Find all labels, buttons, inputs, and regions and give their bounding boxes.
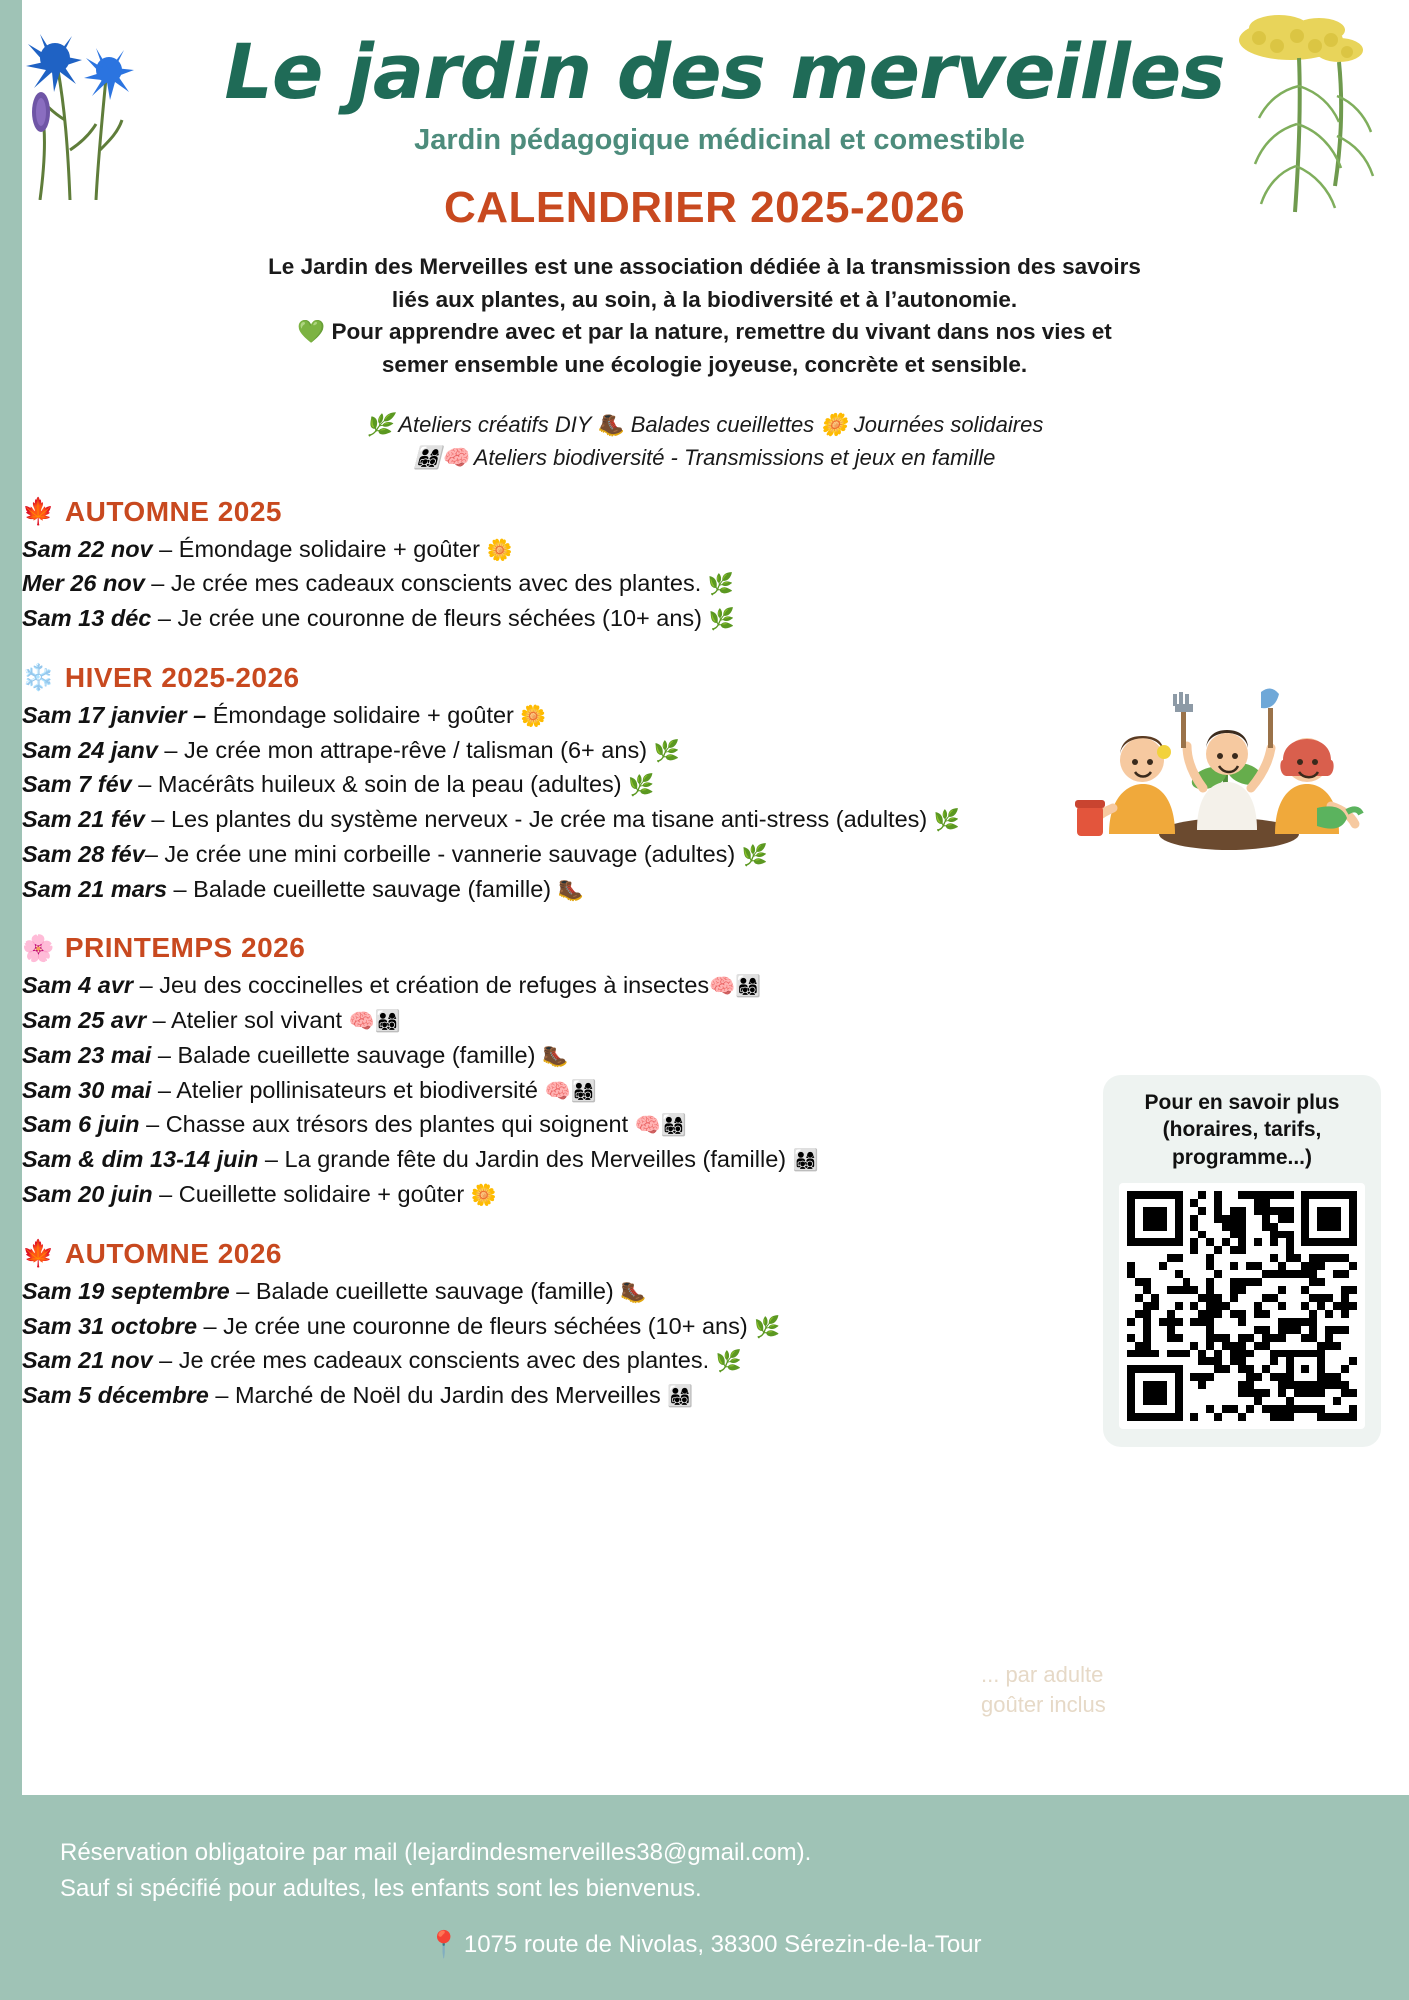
event-emoji-icon: 🧠👨‍👩‍👧‍👦 (348, 1010, 401, 1034)
event-date: Sam 20 juin (22, 1180, 153, 1207)
event-text: Émondage solidaire + goûter (178, 535, 487, 562)
season-heading (22, 496, 1342, 528)
event-emoji-icon: 🌿 (628, 774, 655, 798)
event-date: Sam 7 fév (22, 771, 132, 798)
event-emoji-icon: 🌼 (470, 1183, 497, 1207)
event-date: Sam 22 nov (22, 535, 153, 562)
event-text: Je crée une mini corbeille - vannerie sauvage (adultes) (164, 840, 742, 867)
event-emoji-icon: 🧠👨‍👩‍👧‍👦 (634, 1114, 687, 1138)
event-emoji-icon: 🌿 (653, 739, 680, 763)
maple-leaf-icon: 🍁 (22, 496, 55, 526)
faint-note-line-1: ... par adulte (981, 1662, 1104, 1687)
page-title: CALENDRIER 2025-2026 (443, 183, 966, 232)
intro-paragraph (52, 251, 1357, 382)
event-sep: – (197, 1312, 224, 1339)
event-text: Je crée mon attrape-rêve / talisman (6+ ans) (184, 736, 654, 763)
event-date: Sam 13 déc (22, 605, 152, 632)
qr-title-line-1: Pour en savoir plus (1144, 1091, 1340, 1114)
event-text: Les plantes du système nerveux - Je crée ma tisane anti-stress (adultes) (170, 806, 934, 833)
event-sep: – (152, 1347, 179, 1374)
event-sep: – (131, 771, 158, 798)
event-text: Balade cueillette sauvage (famille) (177, 1041, 542, 1068)
event-emoji-icon: 🥾 (620, 1280, 647, 1304)
event-emoji-icon: 🌿 (741, 843, 768, 867)
event-text: Je crée mes cadeaux conscients avec des plantes. (170, 570, 708, 597)
intro-line-2: liés aux plantes, au soin, à la biodiversité et à l’autonomie. (391, 286, 1018, 312)
event-date: Sam 4 avr (22, 972, 134, 999)
event-sep: – (144, 570, 171, 597)
qr-info-card[interactable] (1103, 1075, 1381, 1447)
event-emoji-icon: 🌿 (707, 573, 734, 597)
event-text: Marché de Noël du Jardin des Merveilles (234, 1382, 668, 1409)
qr-code-pattern (1127, 1191, 1357, 1421)
event-date: Sam 31 octobre (22, 1312, 198, 1339)
event-date: Sam 17 janvier – (22, 701, 207, 728)
event-date: Sam 24 janv (22, 736, 158, 763)
green-heart-icon: 💚 (297, 319, 326, 345)
event-sep: – (208, 1382, 235, 1409)
event-emoji-icon: 👨‍👩‍👧‍👦 (792, 1149, 819, 1173)
event-text: Balade cueillette sauvage (famille) (255, 1277, 621, 1304)
event-sep: – (144, 806, 171, 833)
event-sep: – (151, 1041, 178, 1068)
event-date: Sam 25 avr (22, 1007, 147, 1034)
event-emoji-icon: 🌼 (486, 538, 513, 562)
event-date: Sam 6 juin (22, 1111, 140, 1138)
event-text: La grande fête du Jardin des Merveilles (famille) (284, 1146, 793, 1173)
brand-title: Le jardin des merveilles (224, 27, 1225, 116)
event-text: Atelier pollinisateurs et biodiversité (176, 1076, 545, 1103)
legend (60, 408, 1349, 474)
footer-address: 1075 route de Nivolas, 38300 Sérezin-de-la-Tour (463, 1930, 982, 1958)
event-emoji-icon: 🌼 (520, 704, 547, 728)
footer-line-1: Réservation obligatoire par mail (lejardindesmerveilles38@gmail.com). (60, 1839, 812, 1866)
season-title: HIVER 2025-2026 (64, 661, 300, 693)
event-row (22, 872, 1342, 907)
event-text: Je crée une couronne de fleurs séchées (10+ ans) (223, 1312, 755, 1339)
event-emoji-icon: 🥾 (557, 878, 584, 902)
location-pin-icon: 📍 (427, 1929, 460, 1959)
event-date: Sam 28 fév (22, 840, 145, 867)
qr-card-title (1115, 1089, 1369, 1171)
event-sep: – (133, 972, 160, 999)
event-date: Sam 21 mars (22, 875, 168, 902)
event-text: Émondage solidaire + goûter (212, 701, 521, 728)
event-sep: – (151, 1076, 177, 1103)
footer-reservation-text (0, 1795, 1409, 1907)
event-row (22, 1003, 1342, 1038)
intro-line-1: Le Jardin des Merveilles est une association dédiée à la transmission des savoirs (268, 254, 1141, 279)
event-date: Sam 19 septembre (22, 1277, 230, 1304)
children-gardening-illustration (1069, 648, 1369, 858)
event-emoji-icon: 🌿 (708, 608, 735, 632)
event-sep: – (151, 605, 178, 632)
event-date: Sam 30 mai (22, 1076, 152, 1103)
event-emoji-icon: 🧠👨‍👩‍👧‍👦 (709, 975, 762, 999)
event-text: Atelier sol vivant (170, 1007, 349, 1034)
event-date: Sam 21 nov (22, 1347, 153, 1374)
event-row (22, 968, 1342, 1003)
cherry-blossom-icon: 🌸 (22, 932, 55, 963)
poster-header (0, 0, 1409, 474)
event-sep: – (258, 1146, 285, 1173)
event-sep: – (146, 1007, 171, 1034)
season-title: AUTOMNE 2025 (64, 495, 282, 527)
legend-line-1: 🌿 Ateliers créatifs DIY 🥾 Balades cueillettes 🌼 Journées solidaires (365, 411, 1044, 437)
event-date: Sam 23 mai (22, 1041, 152, 1068)
faint-price-note (981, 1660, 1281, 1719)
event-sep: – (157, 736, 184, 763)
event-emoji-icon: 🧠👨‍👩‍👧‍👦 (544, 1079, 597, 1103)
event-sep: – (152, 1180, 179, 1207)
event-text: Macérâts huileux & soin de la peau (adultes) (157, 771, 629, 798)
brand-subtitle: Jardin pédagogique médicinal et comestible (414, 124, 1025, 156)
event-emoji-icon: 🌿 (715, 1350, 742, 1374)
season-automne-2025 (22, 496, 1342, 636)
snowflake-icon: ❄️ (22, 662, 55, 693)
season-title: AUTOMNE 2026 (64, 1237, 282, 1269)
event-row (22, 601, 1342, 636)
season-heading (22, 932, 1342, 964)
event-sep: – (152, 535, 179, 562)
event-text: Cueillette solidaire + goûter (178, 1180, 471, 1207)
intro-line-4: semer ensemble une écologie joyeuse, concrète et sensible. (381, 351, 1028, 377)
event-text: Jeu des coccinelles et création de refuges à insectes (159, 972, 710, 999)
event-text: Je crée une couronne de fleurs séchées (10+ ans) (177, 605, 709, 632)
event-sep: – (167, 875, 194, 902)
event-row (22, 532, 1342, 567)
event-text: Balade cueillette sauvage (famille) (193, 875, 558, 902)
event-sep: – (229, 1277, 256, 1304)
event-emoji-icon: 🥾 (541, 1044, 569, 1068)
footer-address-row (0, 1929, 1409, 1960)
season-title: PRINTEMPS 2026 (64, 932, 306, 964)
event-sep: – (139, 1111, 166, 1138)
intro-line-3-text: Pour apprendre avec et par la nature, remettre du vivant dans nos vies et (331, 319, 1112, 345)
event-date: Sam 21 fév (22, 806, 145, 833)
event-row (22, 1038, 1342, 1073)
event-row (22, 566, 1342, 601)
event-date: Sam 5 décembre (22, 1382, 209, 1409)
maple-leaf-icon: 🍁 (22, 1238, 55, 1269)
qr-code[interactable] (1119, 1183, 1365, 1429)
event-sep: – (144, 840, 165, 867)
event-date: Mer 26 nov (22, 570, 145, 597)
qr-title-line-2: (horaires, tarifs, (1162, 1118, 1322, 1142)
event-text: Chasse aux trésors des plantes qui soignent (165, 1111, 635, 1138)
event-emoji-icon: 🌿 (933, 809, 960, 833)
intro-line-3 (52, 316, 1357, 349)
faint-note-line-2: goûter inclus (981, 1691, 1106, 1717)
footer-line-2: Sauf si spécifié pour adultes, les enfants sont les bienvenus. (60, 1875, 702, 1902)
event-emoji-icon: 🌿 (754, 1315, 781, 1339)
event-emoji-icon: 👨‍👩‍👧‍👦 (667, 1385, 694, 1409)
event-text: Je crée mes cadeaux conscients avec des plantes. (178, 1347, 716, 1374)
poster-footer (0, 1795, 1409, 2000)
event-date: Sam & dim 13-14 juin (22, 1146, 259, 1173)
legend-line-2: 👨‍👩‍👧‍👦🧠 Ateliers biodiversité - Transmissions et jeux en famille (413, 444, 996, 470)
qr-title-line-3: programme...) (1171, 1145, 1313, 1169)
